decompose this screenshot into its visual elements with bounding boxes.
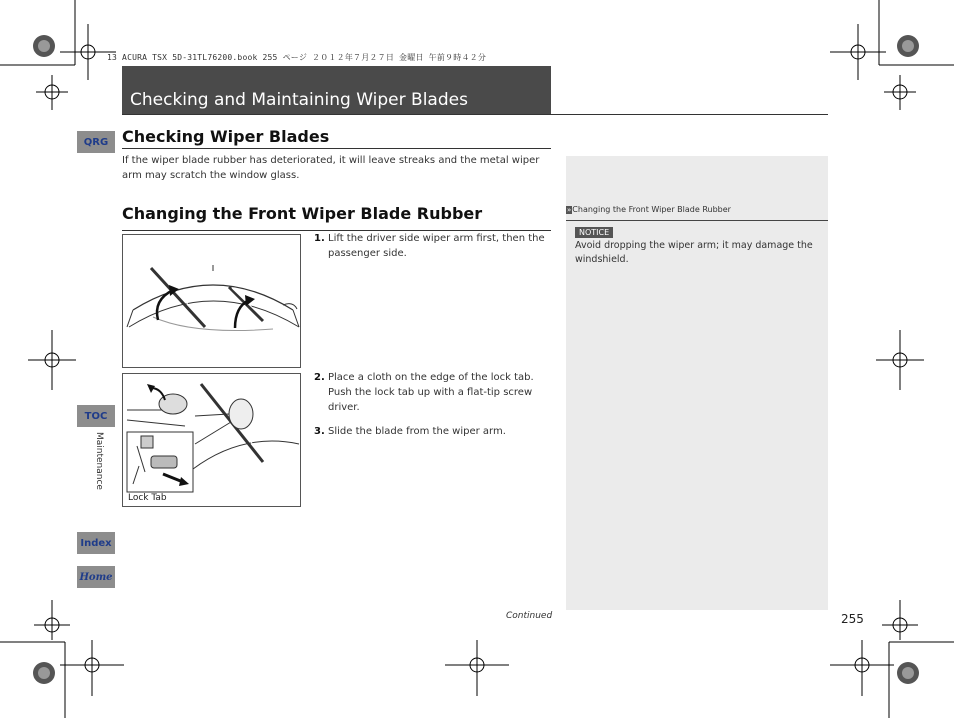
step-1 <box>314 231 552 261</box>
step-text: Place a cloth on the edge of the lock tab. Push the lock tab up with a flat-tip screw driver. <box>328 372 534 413</box>
continued-label: Continued <box>506 611 553 621</box>
lock-tab-drawing <box>123 374 300 506</box>
section-heading-changing: Changing the Front Wiper Blade Rubber <box>122 204 483 223</box>
step-text: Lift the driver side wiper arm first, then the passenger side. <box>328 233 545 259</box>
print-header: 13 ACURA TSX 5D-31TL76200.book 255 ページ ２０１２年７月２７日 金曜日 午前９時４２分 <box>107 53 487 62</box>
step-number: 3. <box>314 426 325 437</box>
step-text: Slide the blade from the wiper arm. <box>328 426 506 437</box>
reference-heading[interactable] <box>566 205 731 214</box>
section-heading-checking: Checking Wiper Blades <box>122 127 330 146</box>
checking-body-text: If the wiper blade rubber has deteriorated, it will leave streaks and the metal wiper arm may scratch the window glass. <box>122 155 540 181</box>
index-button[interactable]: Index <box>77 532 115 554</box>
lock-tab-illustration <box>122 373 301 507</box>
qrg-button[interactable]: QRG <box>77 131 115 153</box>
title-divider <box>122 114 828 115</box>
notes-sidebar <box>566 156 828 610</box>
wiper-lift-illustration <box>122 234 301 368</box>
notice-badge: NOTICE <box>575 227 613 238</box>
reference-title: Changing the Front Wiper Blade Rubber <box>572 205 731 214</box>
reference-arrow-icon: » <box>567 206 572 214</box>
notice-text: Avoid dropping the wiper arm; it may damage the windshield. <box>575 240 813 265</box>
step-number: 2. <box>314 372 325 383</box>
page-title: Checking and Maintaining Wiper Blades <box>130 90 468 110</box>
toc-button[interactable]: TOC <box>77 405 115 427</box>
step-2 <box>314 370 552 415</box>
sidebar-divider <box>566 220 828 221</box>
step-number: 1. <box>314 233 325 244</box>
page-number: 255 <box>841 612 864 626</box>
home-button-label: Home <box>79 571 113 583</box>
lock-tab-label: Lock Tab <box>128 493 167 503</box>
step-3 <box>314 424 552 439</box>
windshield-drawing <box>123 235 300 367</box>
section-divider <box>122 148 551 149</box>
home-button[interactable] <box>77 566 115 588</box>
chapter-label: Maintenance <box>94 432 104 490</box>
